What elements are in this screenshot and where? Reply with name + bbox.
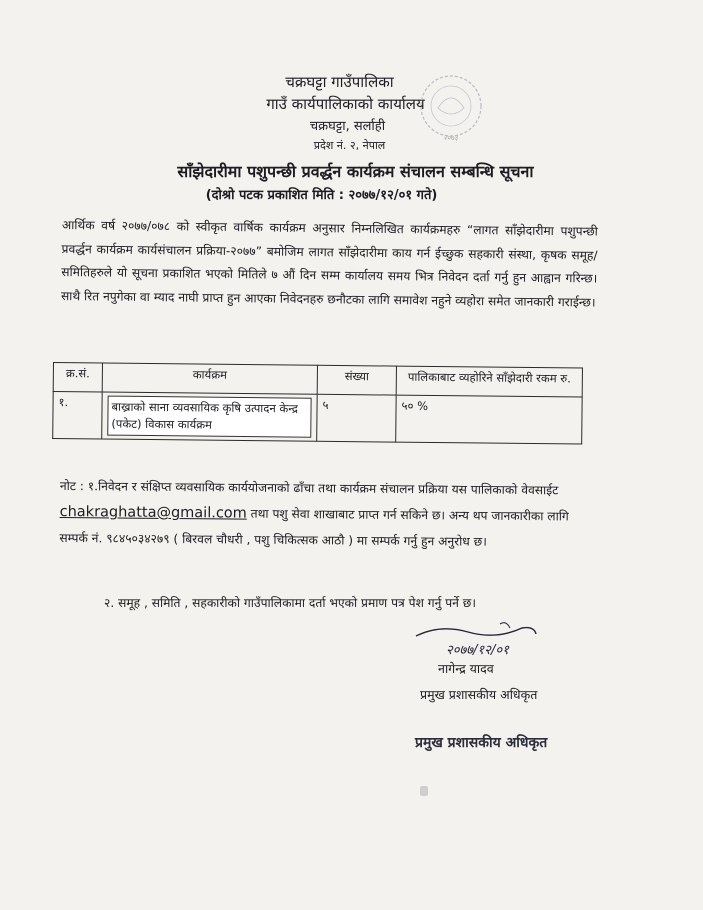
note-point-2: २. समूह , समिति , सहकारीको गाउँपालिकामा दर्ता भएको प्रमाण पत्र पेश गर्नु पर्ने छ। (104, 596, 476, 610)
col-header-program: कार्यक्रम (102, 363, 317, 394)
office-name: गाउँ कार्यपालिकाको कार्यालय (266, 95, 425, 113)
program-table (52, 362, 583, 445)
office-seal-icon (416, 68, 486, 148)
province-line: प्रदेश नं. २, नेपाल (313, 139, 386, 152)
svg-text:२०७३: २०७३ (443, 134, 459, 142)
col-header-sn: क्र.सं. (53, 363, 102, 393)
notice-title: साँझेदारीमा पशुपन्छी प्रवर्द्धन कार्यक्रम संचालन सम्बन्धि सूचना (177, 162, 534, 181)
notice-subtitle: (दोश्रो पटक प्रकाशित मिति : २०७७/१२/०१ गते) (205, 188, 438, 203)
signatory-designation: प्रमुख प्रशासकीय अधिकृत (420, 687, 538, 702)
paper-mark (420, 786, 428, 796)
note-text-prefix: नोट : १.निवेदन र संक्षिप्त व्यवसायिक कार्ययोजनाको ढाँचा तथा कार्यक्रम संचालन प्रक्रिया यस पालिकाको वेवसाईट (59, 478, 559, 498)
col-header-count: संख्या (317, 365, 396, 395)
cell-sn: १. (53, 392, 102, 440)
cell-program (102, 392, 317, 441)
table-row (53, 392, 582, 445)
office-location: चक्रघट्टा, सर्लाही (309, 119, 386, 134)
notice-paragraph: आर्थिक वर्ष २०७७/०७८ को स्वीकृत वार्षिक कार्यक्रम अनुसार निम्नलिखित कार्यक्रमहरु “लागत साँझेदारीमा पशुपन्छी प्रवर्द्धन कार्यक्रम कार्यसंचालन प्रक्रिया-२०७७” बमोजिम लागत साँझेदारीमा काय गर्न ईच्छुक सहकारी संस्था, कृषक समूह/समितिहरुले यो सूचना प्रकाशित भएको मितिले ७ औं दिन सम्म कार्यालय समय भित्र निवेदन दर्ता गर्नु हुन आह्वान गरिन्छ। साथै रित नपुगेका वा म्याद नाघी प्राप्त हुन आएका निवेदनहरु छनौटका लागि समावेश नहुने व्यहोरा समेत जानकारी गराईन्छ। (60, 217, 598, 310)
designation-stamp: प्रमुख प्रशासकीय अधिकृत (415, 735, 548, 751)
note-section (59, 473, 600, 556)
col-header-amount: पालिकाबाट व्यहोरिने साँझेदारी रकम रु. (396, 366, 582, 397)
cell-amount: ५० % (396, 395, 582, 444)
program-name: बाख्राको साना व्यवसायिक कृषि उत्पादन केन्द्र (पकेट) विकास कार्यक्रम (107, 396, 311, 438)
signatory-name: नागेन्द्र यादव (438, 661, 494, 676)
signature-date: २०७७/१२/०१ (446, 643, 509, 658)
municipality-name: चक्रघट्टा गाउँपालिका (285, 73, 394, 91)
contact-email-link[interactable]: chakraghatta@gmail.com (59, 503, 247, 522)
note-text-suffix: तथा पशु सेवा शाखाबाट प्राप्त गर्न सकिने छ। अन्य थप जानकारीका लागि सम्पर्क नं. ९८४५०३४२७९ ( बिरवल चौधरी , पशु चिकित्सक आठौ ) मा सम्पर्क गर्नु हुन अनुरोध छ। (59, 506, 569, 549)
handwritten-signature (410, 618, 540, 662)
cell-count: ५ (317, 394, 396, 442)
